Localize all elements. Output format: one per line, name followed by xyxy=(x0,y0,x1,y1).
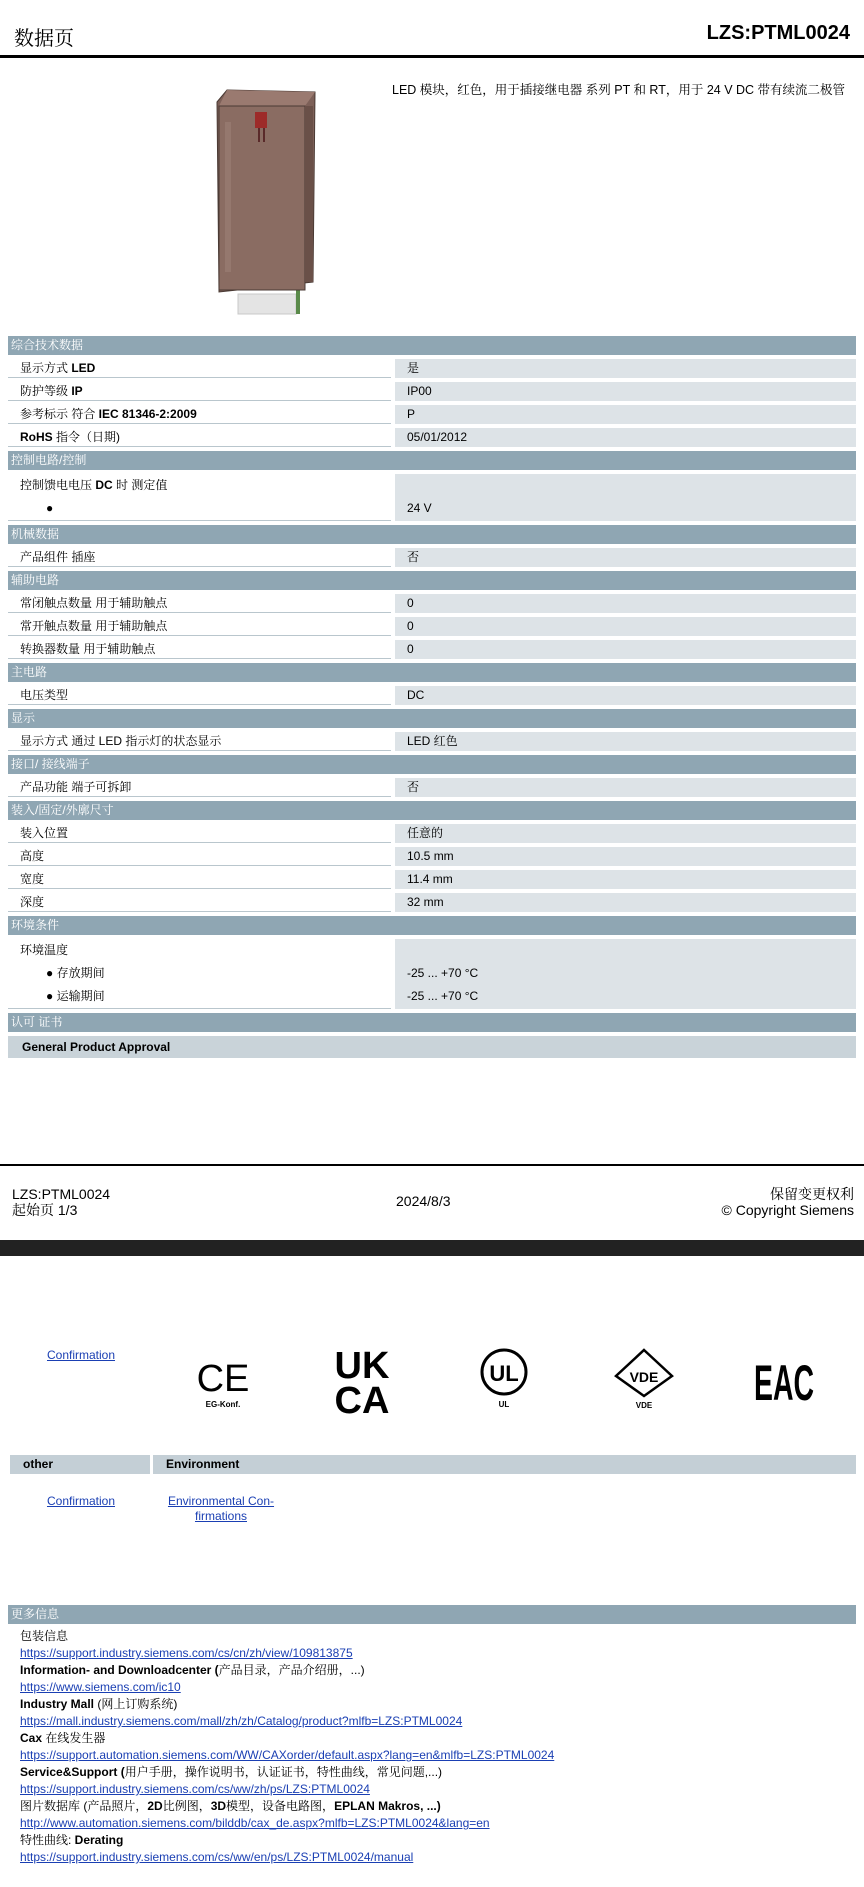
section-header: 显示 xyxy=(8,709,856,728)
product-description: LED 模块，红色，用于插接继电器 系列 PT 和 RT，用于 24 V DC 带有续流二极管 xyxy=(392,83,846,97)
svg-text:EAC: EAC xyxy=(754,1355,814,1411)
svg-text:UK: UK xyxy=(334,1345,390,1387)
service-support-link[interactable]: https://support.industry.siemens.com/cs/ww/zh/ps/LZS:PTML0024 xyxy=(20,1782,370,1796)
environmental-confirmations-link[interactable]: Environmental Con- firmations xyxy=(167,1494,275,1523)
spec-row: 防护等级 IP IP00 xyxy=(8,382,856,401)
spec-table xyxy=(8,336,856,1058)
spec-row: RoHS 指令（日期) 05/01/2012 xyxy=(8,428,856,447)
svg-text:VDE: VDE xyxy=(635,1401,653,1410)
confirmation-link[interactable]: Confirmation xyxy=(46,1348,116,1362)
footer-right: 保留变更权利 © Copyright Siemens xyxy=(721,1186,854,1218)
spec-row: 宽度 11.4 mm xyxy=(8,870,856,889)
spec-row: 产品功能 端子可拆卸 否 xyxy=(8,778,856,797)
page-title: 数据页 xyxy=(14,28,74,50)
packaging-link[interactable]: https://support.industry.siemens.com/cs/cn/zh/view/109813875 xyxy=(20,1646,353,1660)
spec-row: 电压类型 DC xyxy=(8,686,856,705)
spec-row-group: 控制馈电电压 DC 时 测定值 ● 24 V xyxy=(8,474,856,521)
product-code: LZS:PTML0024 xyxy=(706,22,850,44)
derating-link[interactable]: https://support.industry.siemens.com/cs/ww/en/ps/LZS:PTML0024/manual xyxy=(20,1850,414,1864)
certificate-table-header xyxy=(10,1455,856,1474)
svg-text:UL: UL xyxy=(498,1400,510,1409)
confirmation-link[interactable]: Confirmation xyxy=(46,1494,116,1508)
section-header: 主电路 xyxy=(8,663,856,682)
ul-mark-icon xyxy=(479,1348,529,1410)
column-header-other: other xyxy=(10,1455,150,1474)
section-header: 接口/ 接线端子 xyxy=(8,755,856,774)
approval-row: General Product Approval xyxy=(8,1036,856,1058)
spec-row-group: 环境温度 ● 存放期间 ● 运输期间 -25 ... +70 °C -25 ... +70 °C xyxy=(8,939,856,1009)
eac-mark-icon xyxy=(752,1352,816,1411)
spec-row: 产品组件 插座 否 xyxy=(8,548,856,567)
svg-text:CA: CA xyxy=(334,1380,390,1422)
svg-text:EG-Konf.: EG-Konf. xyxy=(205,1400,241,1409)
footer-divider xyxy=(0,1164,864,1166)
column-header-environment: Environment xyxy=(153,1455,856,1474)
spec-row: 高度 10.5 mm xyxy=(8,847,856,866)
section-header: 认可 证书 xyxy=(8,1013,856,1032)
spec-row: 装入位置 任意的 xyxy=(8,824,856,843)
footer-left: LZS:PTML0024 起始页 1/3 xyxy=(12,1186,111,1218)
section-header: 装入/固定/外廓尺寸 xyxy=(8,801,856,820)
spec-row: 深度 32 mm xyxy=(8,893,856,912)
page-separator xyxy=(0,1240,864,1256)
svg-text:CE: CE xyxy=(196,1358,250,1400)
image-database-link[interactable]: http://www.automation.siemens.com/bilddb/cax_de.aspx?mlfb=LZS:PTML0024&lang=en xyxy=(20,1816,490,1830)
section-header: 综合技术数据 xyxy=(8,336,856,355)
more-info-list: 包装信息 https://support.industry.siemens.com/cs/cn/zh/view/109813875 Information- and Downloadcenter (产品目录，产品介绍册，...) https://www.siemens.com/ic10 Industry Mall (网上订购系统) https://mall.industry.siemens.com/mall/zh/zh/Catalog/product?mlfb=LZS:PTML0024 Cax 在线发生器 https://support.automation.siemens.com/WW/CAXorder/default.aspx?lang=en&mlfb=LZS:PTML0024 Service&Support (用户手册，操作说明书，认证证书，特性曲线，常见问题,...) https://support.industry.siemens.com/cs/ww/zh/ps/LZS:PTML0024 图片数据库 (产品照片，2D比例图，3D模型，设备电路图，EPLAN Makros, ...) http://www.automation.siemens.com/bilddb/cax_de.aspx?mlfb=LZS:PTML0024&lang=en 特性曲线: Derating https://support.industry.siemens.com/cs/ww/en/ps/LZS:PTML0024/manual xyxy=(20,1628,850,1866)
svg-text:VDE: VDE xyxy=(629,1369,659,1385)
spec-row: 常开触点数量 用于辅助触点 0 xyxy=(8,617,856,636)
page-header xyxy=(0,0,864,58)
section-header: 更多信息 xyxy=(8,1605,856,1624)
section-header: 辅助电路 xyxy=(8,571,856,590)
section-header: 控制电路/控制 xyxy=(8,451,856,470)
section-header: 环境条件 xyxy=(8,916,856,935)
spec-row: 参考标示 符合 IEC 81346-2:2009 P xyxy=(8,405,856,424)
spec-row: 常闭触点数量 用于辅助触点 0 xyxy=(8,594,856,613)
downloadcenter-link[interactable]: https://www.siemens.com/ic10 xyxy=(20,1680,181,1694)
ce-mark-icon xyxy=(195,1355,251,1411)
spec-row: 转换器数量 用于辅助触点 0 xyxy=(8,640,856,659)
section-header: 机械数据 xyxy=(8,525,856,544)
cax-link[interactable]: https://support.automation.siemens.com/WW/CAXorder/default.aspx?lang=en&mlfb=LZS:PTML0024 xyxy=(20,1748,555,1762)
product-image xyxy=(205,82,325,322)
spec-row: 显示方式 LED 是 xyxy=(8,359,856,378)
svg-text:UL: UL xyxy=(489,1361,519,1386)
spec-row: 显示方式 通过 LED 指示灯的状态显示 LED 红色 xyxy=(8,732,856,751)
vde-mark-icon xyxy=(612,1346,676,1410)
industry-mall-link[interactable]: https://mall.industry.siemens.com/mall/zh/zh/Catalog/product?mlfb=LZS:PTML0024 xyxy=(20,1714,463,1728)
footer-date: 2024/8/3 xyxy=(396,1193,451,1209)
ukca-mark-icon xyxy=(328,1345,396,1422)
